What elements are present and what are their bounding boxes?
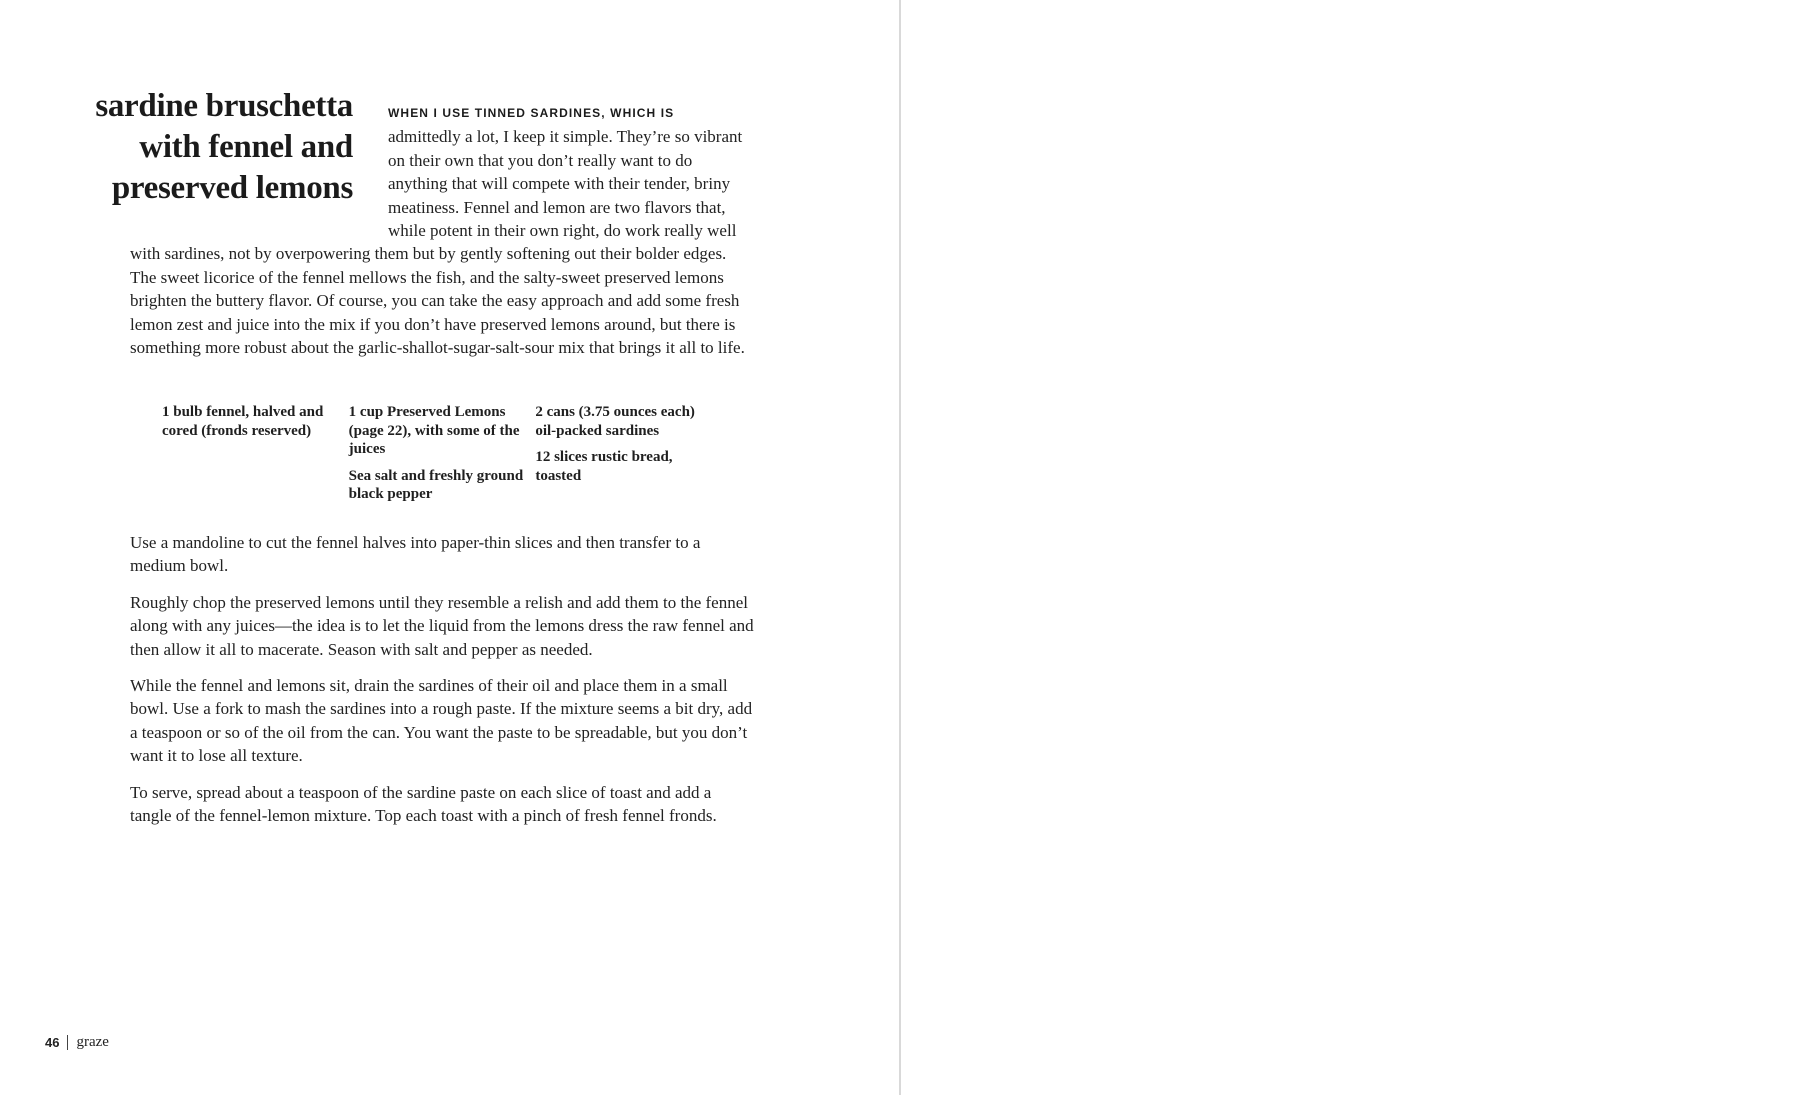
left-page <box>0 0 899 1095</box>
method-step: Use a mandoline to cut the fennel halves into paper-thin slices and then transfer to a medium bowl. <box>130 533 701 576</box>
page-footer <box>45 1034 109 1051</box>
intro-lead-in: WHEN I USE TINNED SARDINES, WHICH IS <box>388 106 675 120</box>
right-page <box>901 0 1800 1095</box>
page-number: 46 <box>45 1035 60 1050</box>
ingredient-column-2 <box>349 403 536 512</box>
ingredient-item: 2 cans (3.75 ounces each) oil-packed sardines <box>535 404 695 439</box>
ingredient-column-3 <box>535 403 722 512</box>
folio-divider <box>67 1035 68 1050</box>
ingredient-item: Sea salt and freshly ground black pepper <box>348 467 524 502</box>
ingredient-column-1 <box>162 403 349 512</box>
ingredient-item: 1 bulb fennel, halved and cored (fronds reserved) <box>162 404 324 439</box>
section-name: graze <box>76 1034 109 1050</box>
intro-paragraph <box>130 100 752 359</box>
title-line-2: with fennel and <box>139 129 353 165</box>
method-step: Roughly chop the preserved lemons until they resemble a relish and add them to the fennel along with any juices—the idea is to let the liquid from the lemons dress the raw fennel and then allow it all to macerate. Season with salt and pepper as needed. <box>130 592 754 659</box>
ingredient-list <box>162 403 722 512</box>
method-steps <box>130 531 755 840</box>
title-line-1: sardine bruschetta <box>95 88 353 124</box>
ingredient-item: 1 cup Preserved Lemons (page 22), with some of the juices <box>348 404 520 457</box>
method-step: While the fennel and lemons sit, drain the sardines of their oil and place them in a small bowl. Use a fork to mash the sardines into a rough paste. If the mixture seems a bit dry, add a teaspoon or so of the oil from the can. You want the paste to be spreadable, but you don’t want it to lose all texture. <box>130 676 753 766</box>
method-step: To serve, spread about a teaspoon of the sardine paste on each slice of toast and add a tangle of the fennel-lemon mixture. Top each toast with a pinch of fresh fennel fronds. <box>130 782 717 826</box>
intro-body: admittedly a lot, I keep it simple. They’re so vibrant on their own that you don’t really want to do anything that will compete with their tender, briny meatiness. Fennel and lemon are two flavors that, while potent in their own right, do work really well with sardines, not by overpowering them but by gently softening out their bolder edges. The sweet licorice of the fennel mellows the fish, and the salty-sweet preserved lemons brighten the buttery flavor. Of course, you can take the easy approach and add some fresh lemon zest and juice into the mix if you don’t have preserved lemons around, but there is something more robust about the garlic-shallot-sugar-salt-sour mix that brings it all to life. <box>130 127 745 358</box>
ingredient-item: 12 slices rustic bread, toasted <box>535 449 673 484</box>
title-line-3: preserved lemons <box>111 170 353 206</box>
